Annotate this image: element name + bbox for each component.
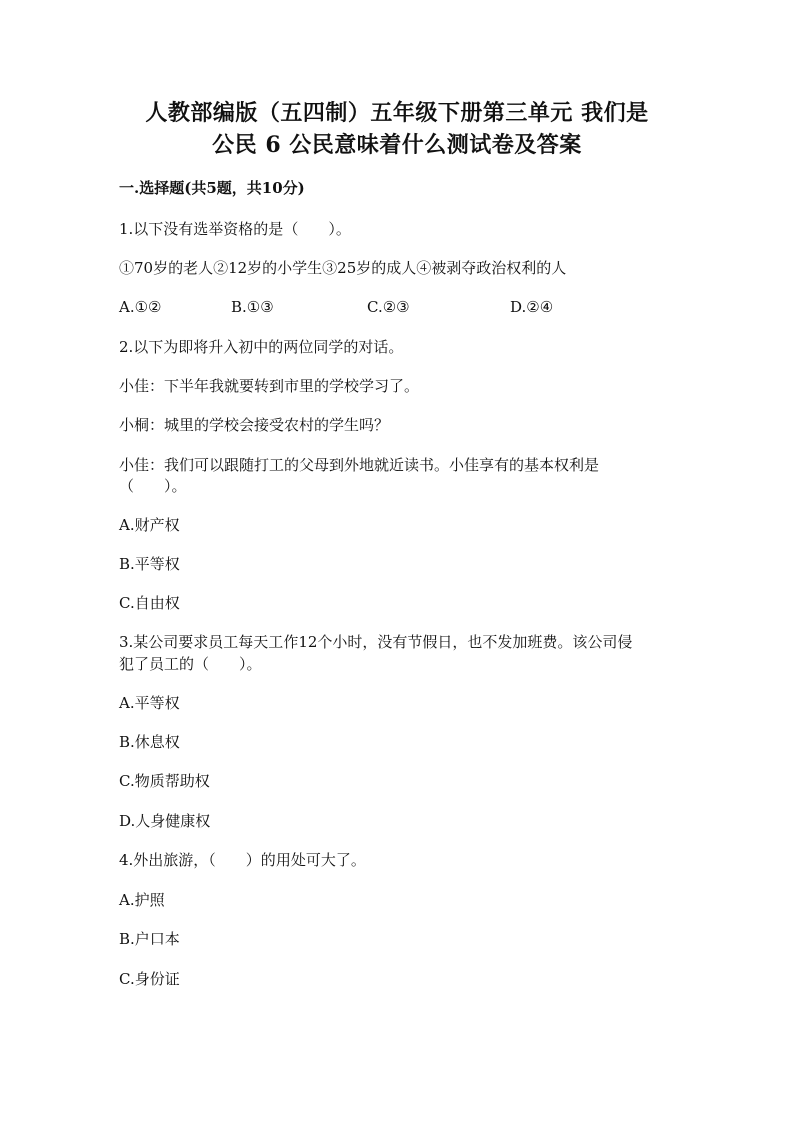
question-1-option-d: D.②④ [510,298,554,316]
question-3-option-a: A.平等权 [119,694,180,712]
document-title-line2: 公民 6 公民意味着什么测试卷及答案 [212,132,582,158]
section-heading: 一.选择题(共5题，共10分) [119,179,305,197]
question-4-stem: 4.外出旅游，（ ）的用处可大了。 [119,851,366,869]
question-2-option-b: B.平等权 [119,555,180,573]
question-3-option-b: B.休息权 [119,733,180,751]
question-1-option-b: B.①③ [231,298,274,316]
question-2-option-a: A.财产权 [119,516,180,534]
question-4-option-a: A.护照 [119,891,165,909]
question-2-dialog-1: 小佳：下半年我就要转到市里的学校学习了。 [119,377,420,395]
question-2-option-c: C.自由权 [119,594,180,612]
question-3-stem-line2: 犯了员工的（ ）。 [119,655,262,673]
question-1-option-a: A.①② [119,298,162,316]
question-4-option-c: C.身份证 [119,970,180,988]
question-4-option-b: B.户口本 [119,930,180,948]
question-3-option-d: D.人身健康权 [119,812,211,830]
question-2-stem: 2.以下为即将升入初中的两位同学的对话。 [119,338,404,356]
question-3-option-c: C.物质帮助权 [119,772,210,790]
question-2-dialog-2: 小桐：城里的学校会接受农村的学生吗？ [119,416,390,434]
question-1-stem: 1.以下没有选举资格的是（ ）。 [119,220,351,238]
question-2-dialog-3: 小佳：我们可以跟随打工的父母到外地就近读书。小佳享有的基本权利是 [119,456,600,474]
document-title-line1: 人教部编版（五四制）五年级下册第三单元 我们是 [145,100,649,126]
question-1-detail: ①70岁的老人②12岁的小学生③25岁的成人④被剥夺政治权利的人 [119,259,567,277]
question-1-option-c: C.②③ [367,298,410,316]
question-2-dialog-4: （ ）。 [119,477,187,495]
question-3-stem-line1: 3.某公司要求员工每天工作12个小时，没有节假日，也不发加班费。该公司侵 [119,633,633,651]
